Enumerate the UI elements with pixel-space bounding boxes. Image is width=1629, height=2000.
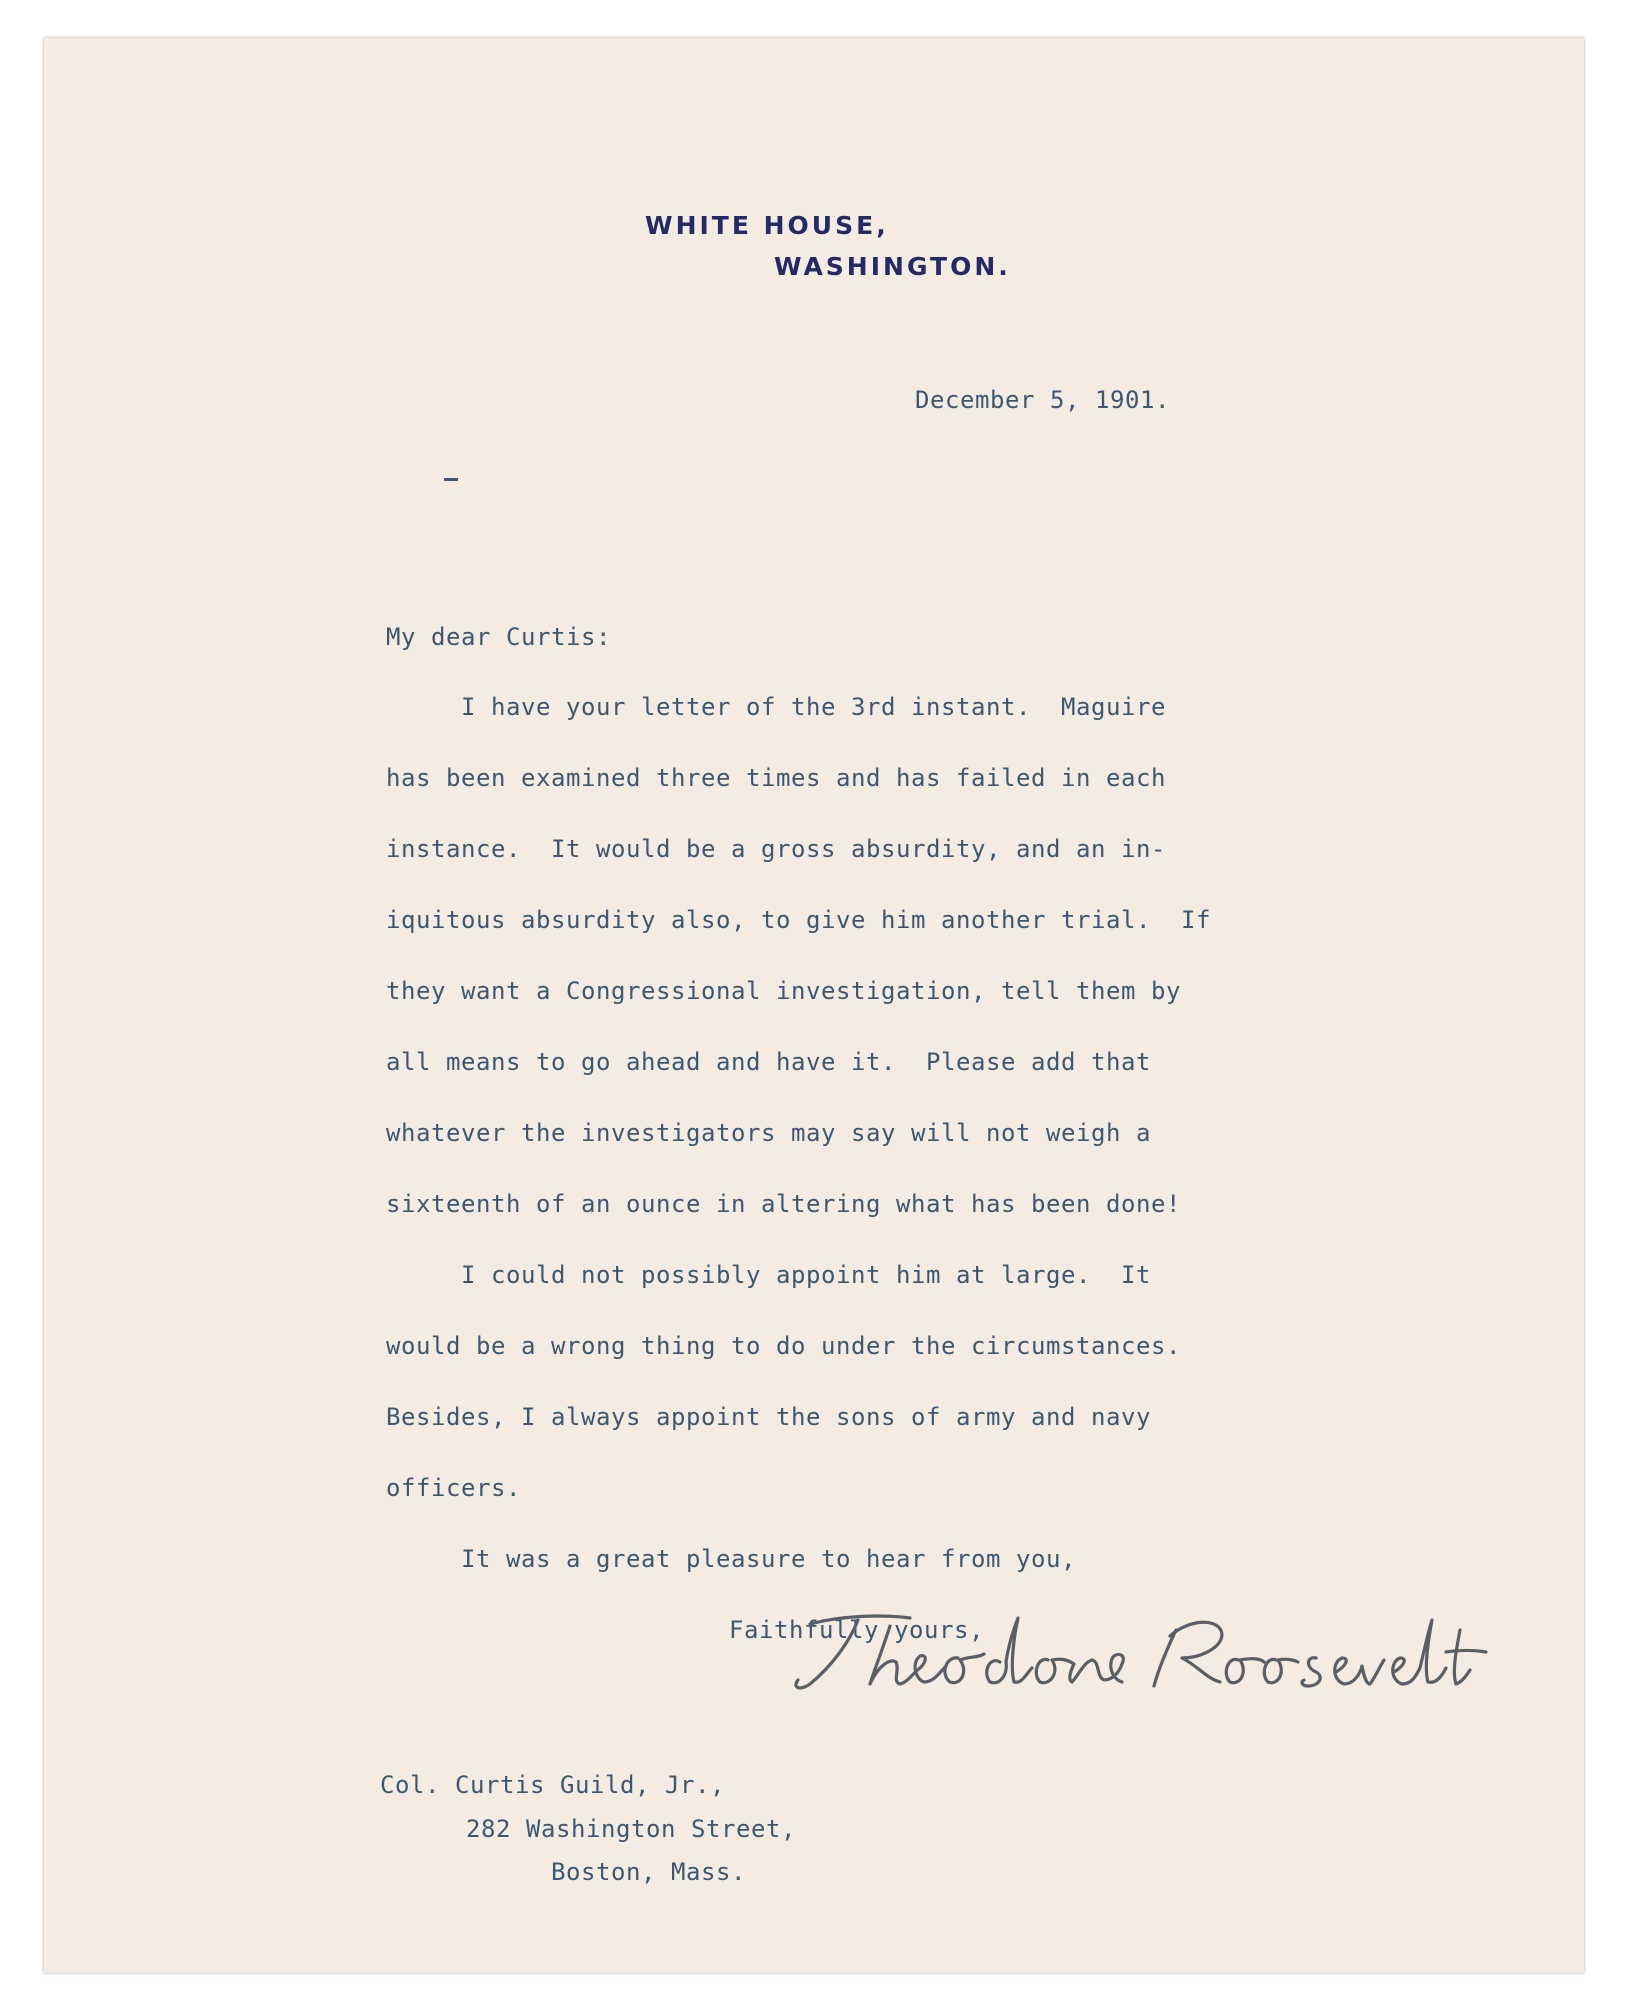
- body-line-11: Besides, I always appoint the sons of army and navy: [386, 1403, 1151, 1431]
- body-line-5: they want a Congressional investigation, tell them by: [386, 977, 1181, 1005]
- letterhead-washington: WASHINGTON.: [774, 252, 1011, 281]
- salutation: My dear Curtis:: [386, 623, 611, 651]
- body-line-2: has been examined three times and has failed in each: [386, 764, 1166, 792]
- letter-date: December 5, 1901.: [915, 386, 1170, 414]
- address-street: 282 Washington Street,: [466, 1815, 796, 1843]
- body-line-12: officers.: [386, 1474, 521, 1502]
- body-line-6: all means to go ahead and have it. Please add that: [386, 1048, 1151, 1076]
- body-line-10: would be a wrong thing to do under the circumstances.: [386, 1332, 1181, 1360]
- handwritten-signature: [770, 1596, 1490, 1706]
- body-line-7: whatever the investigators may say will not weigh a: [386, 1119, 1151, 1147]
- body-line-13: It was a great pleasure to hear from you,: [386, 1545, 1076, 1573]
- body-line-3: instance. It would be a gross absurdity, and an in-: [386, 835, 1166, 863]
- body-line-1: I have your letter of the 3rd instant. Maguire: [386, 693, 1166, 721]
- closing: Faithfully yours,: [729, 1616, 984, 1644]
- body-line-9: I could not possibly appoint him at large. It: [386, 1261, 1151, 1289]
- address-city: Boston, Mass.: [551, 1858, 746, 1886]
- body-line-8: sixteenth of an ounce in altering what has been done!: [386, 1190, 1181, 1218]
- body-line-4: iquitous absurdity also, to give him another trial. If: [386, 906, 1211, 934]
- address-name: Col. Curtis Guild, Jr.,: [380, 1771, 725, 1799]
- letterhead-white-house: WHITE HOUSE,: [645, 211, 889, 240]
- stray-ink-mark: [444, 478, 458, 481]
